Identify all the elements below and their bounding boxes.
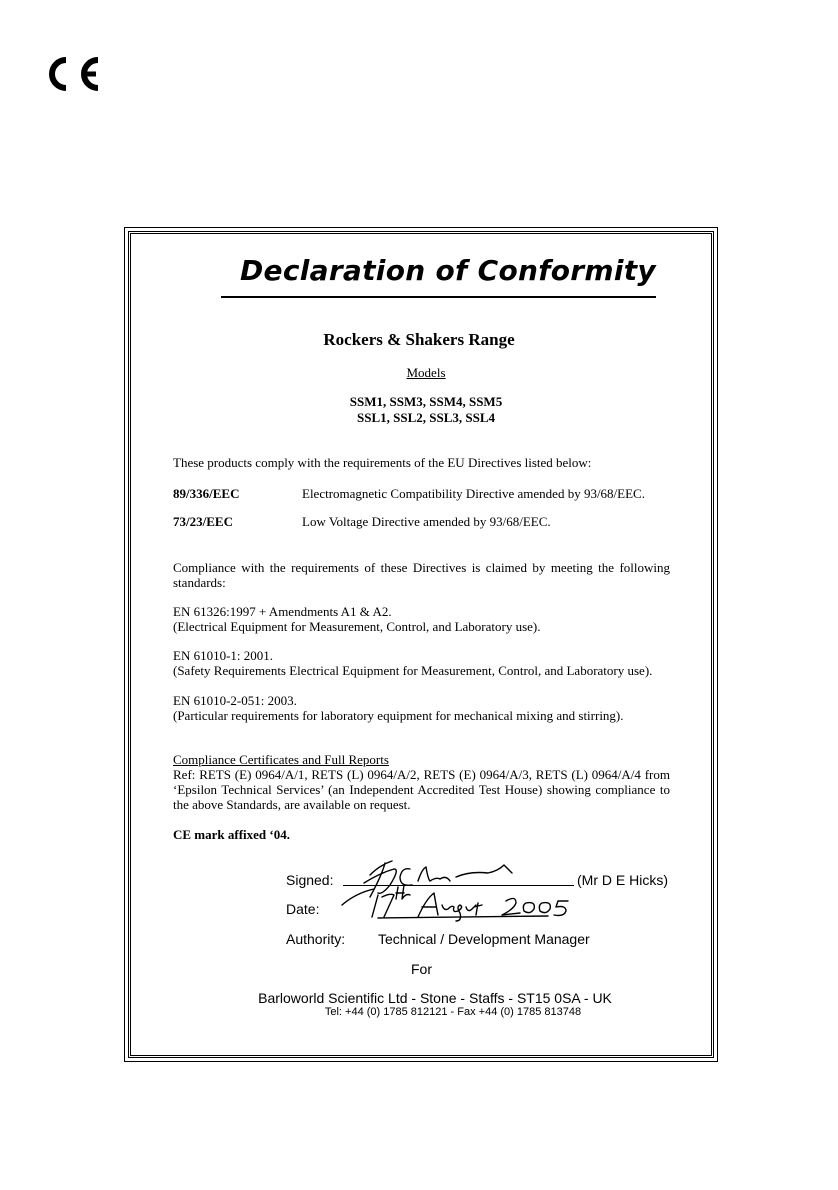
models-line-1: SSM1, SSM3, SSM4, SSM5 — [349, 394, 503, 409]
directive-description: Low Voltage Directive amended by 93/68/EEC. — [302, 514, 551, 529]
models-line-2: SSL1, SSL2, SSL3, SSL4 — [356, 410, 496, 425]
date-handwritten-text — [0, 0, 1, 1]
standard-line: EN 61326:1997 + Amendments A1 & A2. — [173, 604, 392, 619]
signer-name: (Mr D E Hicks) — [577, 872, 668, 888]
standard-line: EN 61010-2-051: 2003. — [173, 693, 297, 708]
standard-line: EN 61010-1: 2001. — [173, 648, 274, 663]
intro-text: These products comply with the requirements of the EU Directives listed below: — [173, 455, 592, 470]
handwritten-signature — [330, 855, 580, 923]
directive-code: 73/23/EEC — [173, 514, 233, 529]
standard-description: (Electrical Equipment for Measurement, Control, and Laboratory use). — [173, 619, 541, 634]
ce-mark-logo — [46, 56, 106, 92]
models-heading: Models — [406, 365, 446, 380]
standard-description: (Safety Requirements Electrical Equipment for Measurement, Control, and Laboratory use). — [173, 663, 653, 678]
signed-label: Signed: — [286, 872, 334, 888]
range-heading: Rockers & Shakers Range — [323, 330, 515, 349]
authority-label: Authority: — [286, 931, 346, 947]
compliance-statement: Compliance with the requirements of these Directives is claimed by meeting the following standards: — [173, 560, 670, 590]
directive-code: 89/336/EEC — [173, 486, 240, 501]
document-title: Declaration of Conformity — [240, 254, 656, 287]
certificates-text: Ref: RETS (E) 0964/A/1, RETS (L) 0964/A/2, RETS (E) 0964/A/3, RETS (L) 0964/A/4 from ‘Epsilon Technical Services’ (an Independent Accredited Test House) showing compliance to the above Standards, are available on request. — [173, 767, 670, 812]
authority-value: Technical / Development Manager — [378, 931, 590, 947]
title-underline — [221, 296, 656, 298]
for-label: For — [411, 961, 432, 977]
directive-description: Electromagnetic Compatibility Directive amended by 93/68/EEC. — [302, 486, 645, 501]
ce-affixed-note: CE mark affixed ‘04. — [173, 827, 290, 842]
standard-description: (Particular requirements for laboratory equipment for mechanical mixing and stirring). — [173, 708, 624, 723]
certificates-heading: Compliance Certificates and Full Reports — [173, 752, 389, 767]
date-label: Date: — [286, 901, 320, 917]
company-address: Barloworld Scientific Ltd - Stone - Staffs - ST15 0SA - UK — [258, 990, 612, 1006]
company-contact: Tel: +44 (0) 1785 812121 - Fax +44 (0) 1785 813748 — [324, 1006, 582, 1018]
